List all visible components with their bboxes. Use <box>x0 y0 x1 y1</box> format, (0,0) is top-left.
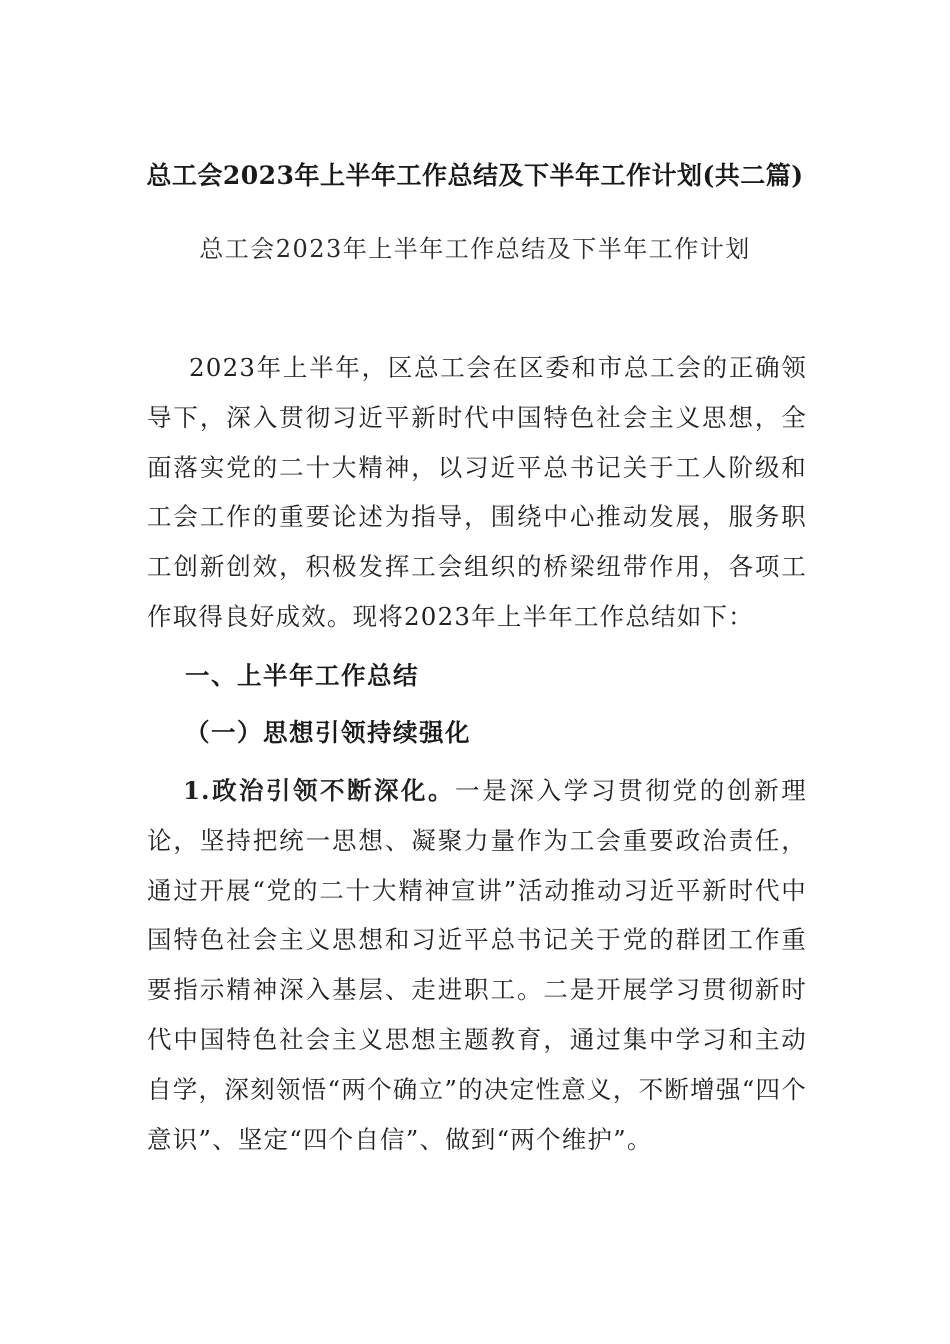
intro-paragraph: 2023年上半年，区总工会在区委和市总工会的正确领导下，深入贯彻习近平新时代中国特色社会主义思想，全面落实党的二十大精神，以习近平总书记关于工人阶级和工会工作的重要论述为指导，围绕中心推动发展，服务职工创新创效，积极发挥工会组织的桥梁纽带作用，各项工作取得良好成效。现将2023年上半年工作总结如下： <box>147 353 807 631</box>
item-text: 一是深入学习贯彻党的创新理论，坚持把统一思想、凝聚力量作为工会重要政治责任，通过开展“党的二十大精神宣讲”活动推动习近平新时代中国特色社会主义思想和习近平总书记关于党的群团工作重要指示精神深入基层、走进职工。二是开展学习贯彻新时代中国特色社会主义思想主题教育，通过集中学习和主动自学，深刻领悟“两个确立”的决定性意义，不断增强“四个意识”、坚定“四个自信”、做到“两个维护”。 <box>147 776 807 1154</box>
section-heading: 一、上半年工作总结 <box>185 661 419 690</box>
item-lead: 1.政治引领不断深化。 <box>183 776 455 805</box>
subsection-heading: （一）思想引领持续强化 <box>185 718 471 747</box>
document-title: 总工会2023年上半年工作总结及下半年工作计划(共二篇) <box>146 161 804 190</box>
document-subtitle: 总工会2023年上半年工作总结及下半年工作计划 <box>199 235 751 263</box>
item-paragraph <box>147 766 807 1164</box>
